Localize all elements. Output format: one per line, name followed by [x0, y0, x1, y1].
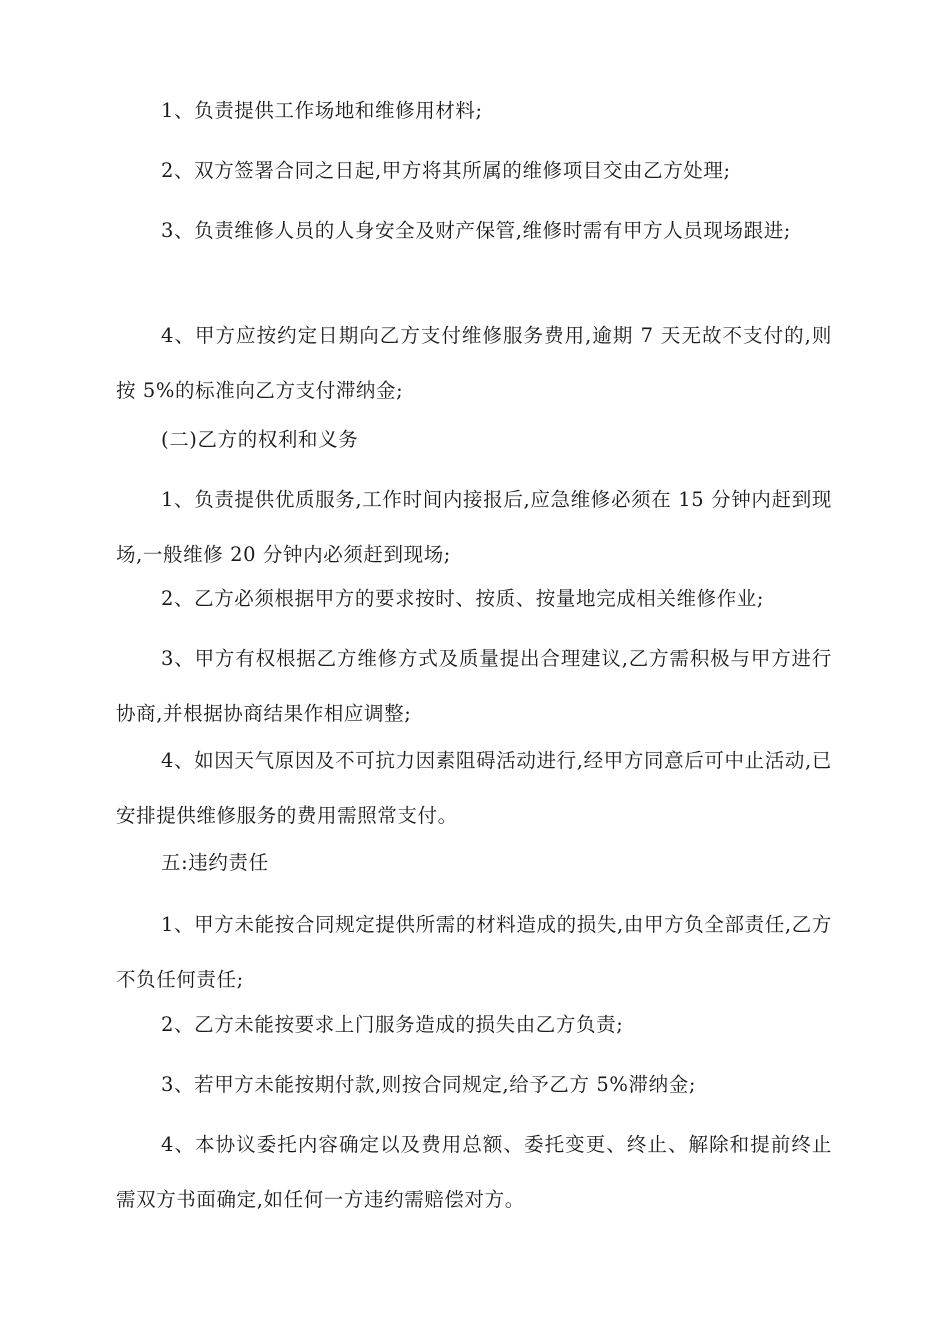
obligation-party-b-item-1: 1、负责提供优质服务,工作时间内接报后,应急维修必须在 15 分钟内赶到现场,一般维修 20 分钟内必须赶到现场; — [116, 488, 832, 566]
obligation-party-a-item-3: 3、负责维修人员的人身安全及财产保管,维修时需有甲方人员现场跟进; — [161, 219, 791, 242]
breach-item-3: 3、若甲方未能按期付款,则按合同规定,给予乙方 5%滞纳金; — [161, 1073, 697, 1096]
obligation-party-a-item-2: 2、双方签署合同之日起,甲方将其所属的维修项目交由乙方处理; — [161, 159, 731, 182]
obligation-party-a-item-4: 4、甲方应按约定日期向乙方支付维修服务费用,逾期 7 天无故不支付的,则按 5%的标准向乙方支付滞纳金; — [116, 324, 832, 402]
obligation-party-b-item-4: 4、如因天气原因及不可抗力因素阻碍活动进行,经甲方同意后可中止活动,已安排提供维修服务的费用需照常支付。 — [116, 749, 832, 827]
breach-item-4: 4、本协议委托内容确定以及费用总额、委托变更、终止、解除和提前终止需双方书面确定,如任何一方违约需赔偿对方。 — [116, 1133, 832, 1211]
obligation-party-a-item-1: 1、负责提供工作场地和维修用材料; — [161, 99, 483, 122]
obligation-party-b-item-3: 3、甲方有权根据乙方维修方式及质量提出合理建议,乙方需积极与甲方进行协商,并根据协商结果作相应调整; — [116, 647, 832, 725]
section-heading-party-b: (二)乙方的权利和义务 — [161, 428, 359, 451]
breach-item-2: 2、乙方未能按要求上门服务造成的损失由乙方负责; — [161, 1013, 624, 1036]
breach-item-1: 1、甲方未能按合同规定提供所需的材料造成的损失,由甲方负全部责任,乙方不负任何责任; — [116, 913, 832, 991]
obligation-party-b-item-2: 2、乙方必须根据甲方的要求按时、按质、按量地完成相关维修作业; — [161, 587, 765, 610]
section-heading-breach: 五:违约责任 — [161, 851, 269, 874]
